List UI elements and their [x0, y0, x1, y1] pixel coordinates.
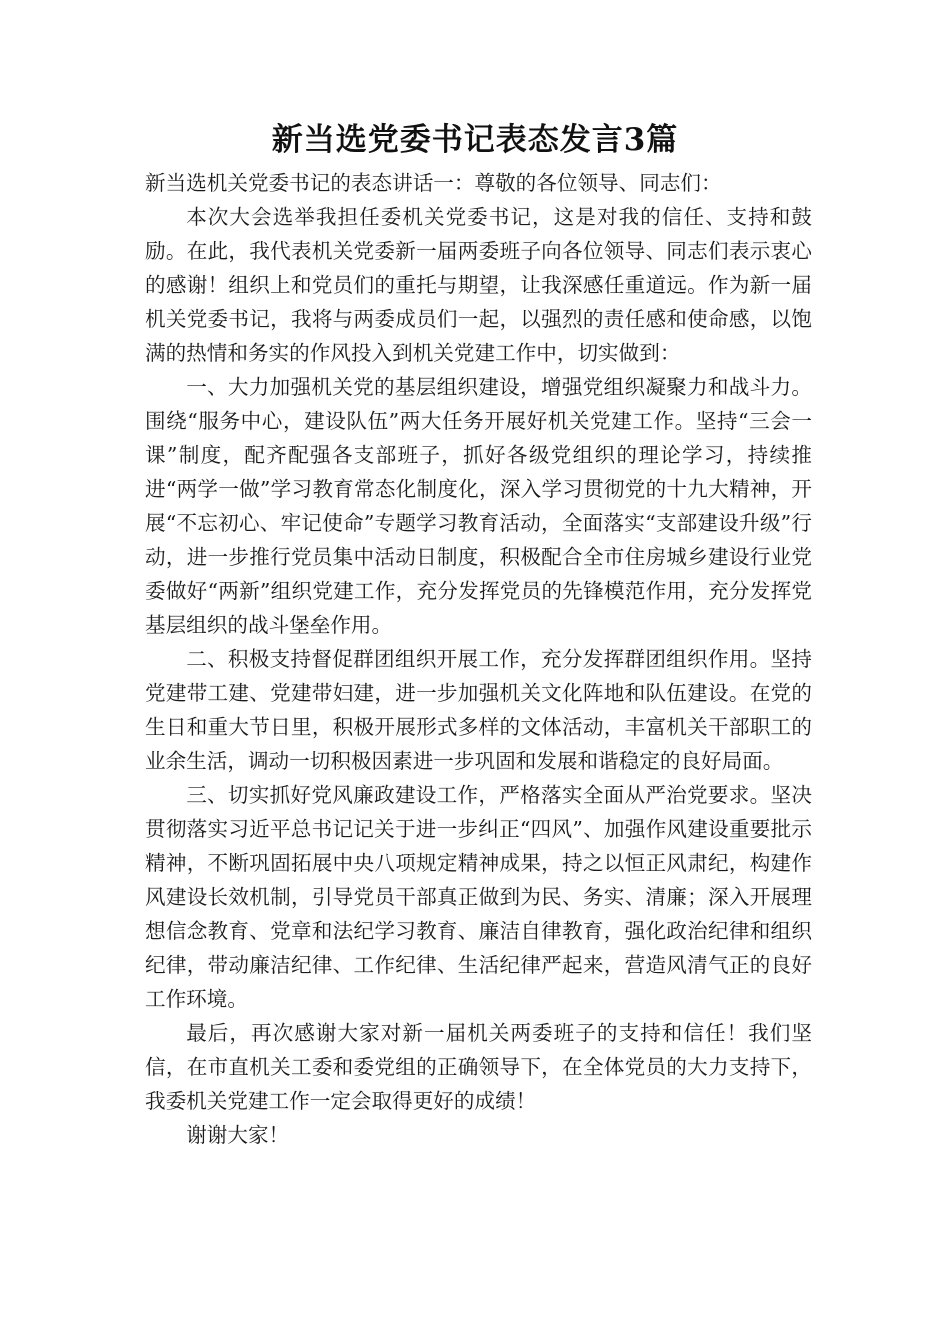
document-body	[145, 166, 812, 1152]
paragraph-thanks: 谢谢大家！	[186, 1123, 290, 1147]
paragraph-point-two: 二、积极支持督促群团组织开展工作，充分发挥群团组织作用。坚持党建带工建、党建带妇建，进一步加强机关文化阵地和队伍建设。在党的生日和重大节日里，积极开展形式多样的文体活动，丰富机关干部职工的业余生活，调动一切积极因素进一步巩固和发展和谐稳定的良好局面。	[145, 647, 812, 773]
intro-paragraph: 新当选机关党委书记的表态讲话一：尊敬的各位领导、同志们：	[145, 171, 722, 195]
paragraph-closing: 最后，再次感谢大家对新一届机关两委班子的支持和信任！我们坚信，在市直机关工委和委党组的正确领导下，在全体党员的大力支持下，我委机关党建工作一定会取得更好的成绩！	[145, 1021, 812, 1113]
paragraph-opening: 本次大会选举我担任委机关党委书记，这是对我的信任、支持和鼓励。在此，我代表机关党委新一届两委班子向各位领导、同志们表示衷心的感谢！组织上和党员们的重托与期望，让我深感任重道远。作为新一届机关党委书记，我将与两委成员们一起，以强烈的责任感和使命感，以饱满的热情和务实的作风投入到机关党建工作中，切实做到：	[145, 205, 812, 365]
paragraph-point-three: 三、切实抓好党风廉政建设工作，严格落实全面从严治党要求。坚决贯彻落实习近平总书记记关于进一步纠正“四风”、加强作风建设重要批示精神，不断巩固拓展中央八项规定精神成果，持之以恒正风肃纪，构建作风建设长效机制，引导党员干部真正做到为民、务实、清廉；深入开展理想信念教育、党章和法纪学习教育、廉洁自律教育，强化政治纪律和组织纪律，带动廉洁纪律、工作纪律、生活纪律严起来，营造风清气正的良好工作环境。	[145, 783, 812, 1011]
document-title: 新当选党委书记表态发言3篇	[271, 122, 679, 158]
paragraph-point-one: 一、大力加强机关党的基层组织建设，增强党组织凝聚力和战斗力。围绕“服务中心，建设队伍”两大任务开展好机关党建工作。坚持“三会一课”制度，配齐配强各支部班子，抓好各级党组织的理论学习，持续推进“两学一做”学习教育常态化制度化，深入学习贯彻党的十九大精神，开展“不忘初心、牢记使命”专题学习教育活动，全面落实“支部建设升级”行动，进一步推行党员集中活动日制度，积极配合全市住房城乡建设行业党委做好“两新”组织党建工作，充分发挥党员的先锋模范作用，充分发挥党基层组织的战斗堡垒作用。	[145, 375, 812, 637]
